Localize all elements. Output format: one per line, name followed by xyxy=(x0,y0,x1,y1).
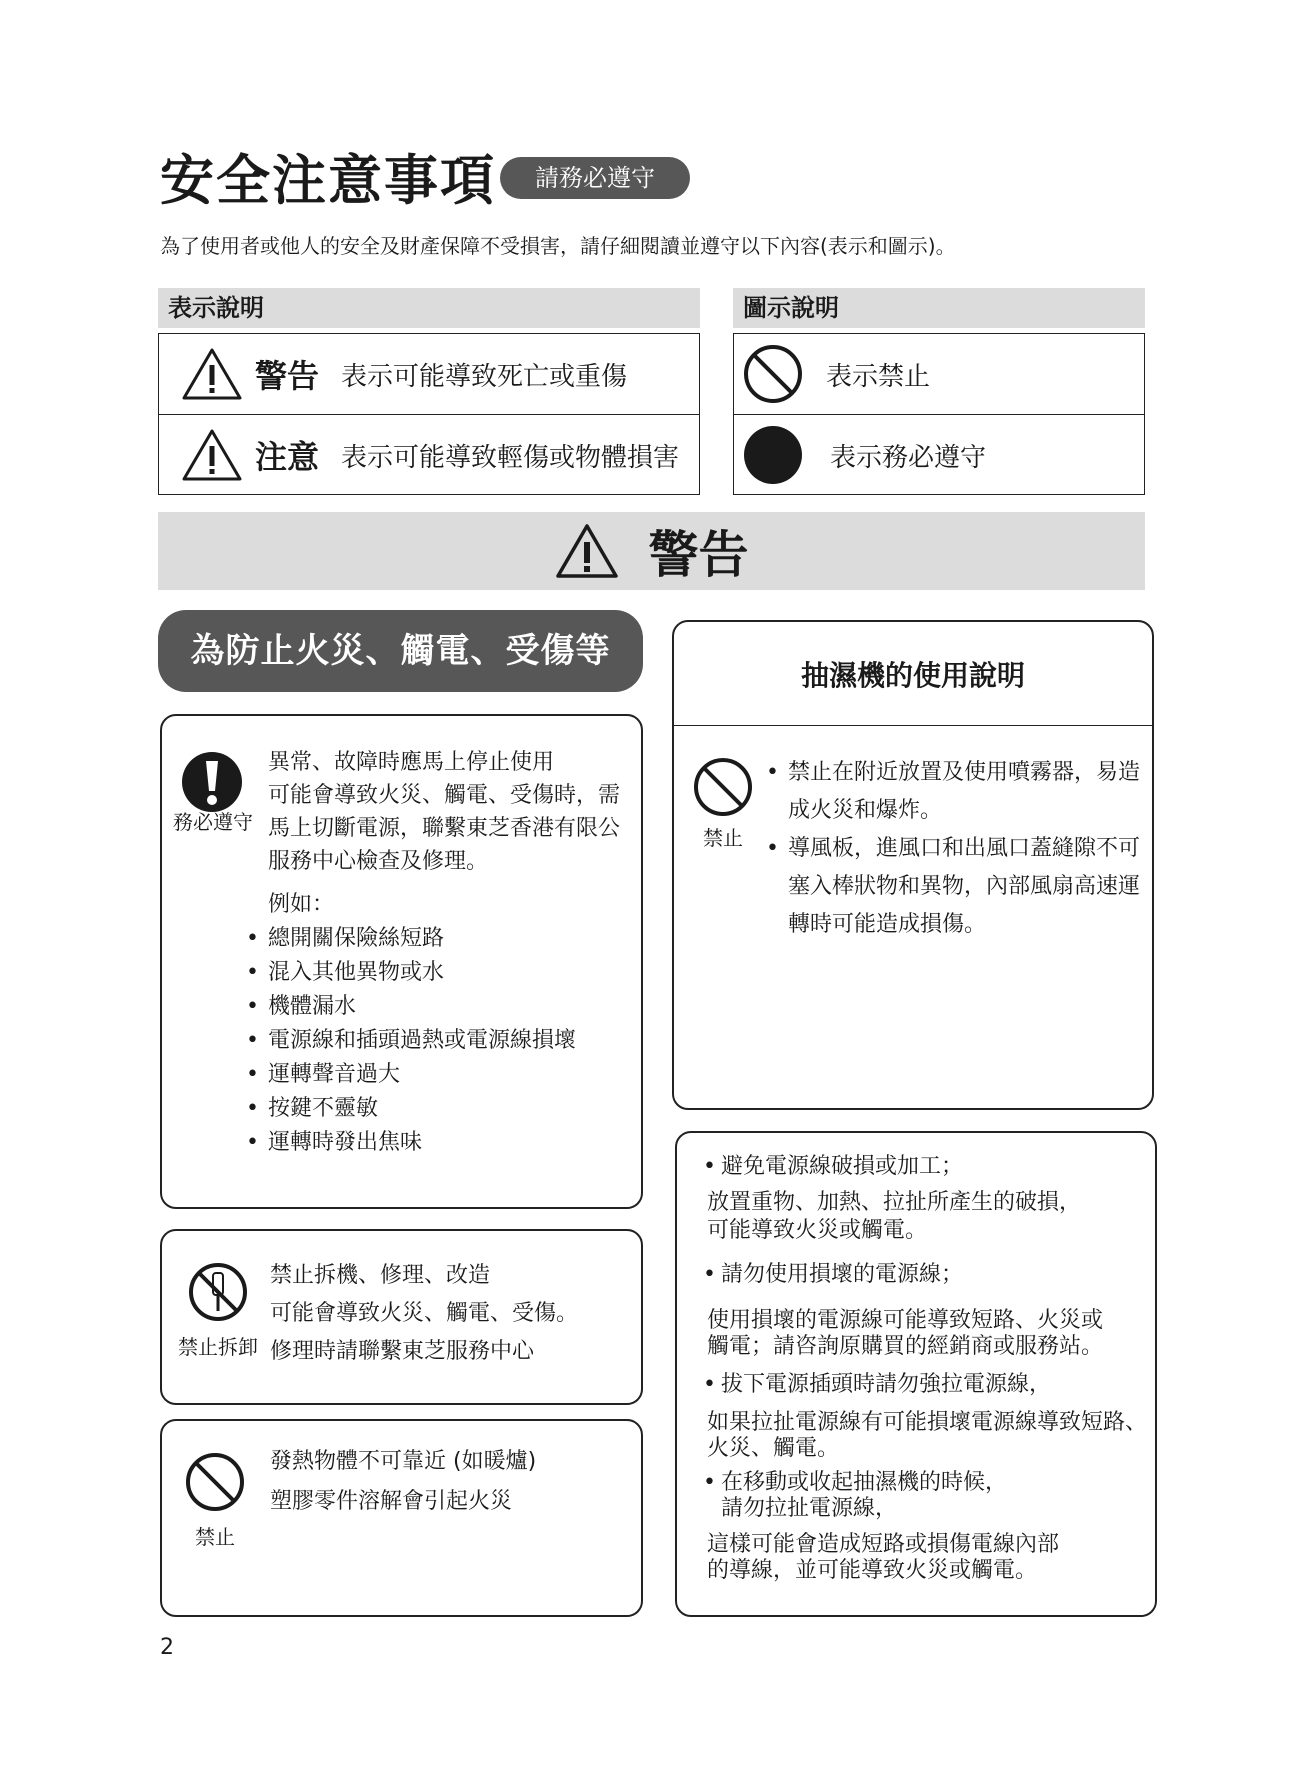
legend-row-prohibit xyxy=(734,334,1144,414)
legend-left-heading: 表示說明 xyxy=(158,288,700,328)
warning-band-word: 警告 xyxy=(648,526,749,584)
list-item: • 按鍵不靈敏 xyxy=(246,1092,576,1126)
card1-line: 服務中心檢查及修理。 xyxy=(268,849,489,874)
legend-row-mandatory xyxy=(734,414,1144,495)
card5-para: 可能導致火災或觸電。 xyxy=(707,1218,928,1243)
legend-row-warning xyxy=(159,334,699,414)
card5-bullet: • 拔下電源插頭時請勿強拉電源線， xyxy=(703,1372,1052,1397)
list-item: • 運轉時發出焦味 xyxy=(246,1126,576,1160)
card2-line: 修理時請聯繫東芝服務中心 xyxy=(270,1339,535,1364)
prohibition-icon xyxy=(184,1451,246,1513)
card5-bullet: • 避免電源線破損或加工； xyxy=(703,1154,964,1179)
card-power-cord xyxy=(675,1131,1157,1617)
card3-line: 發熱物體不可靠近 (如暖爐) xyxy=(270,1449,537,1474)
card4-heading: 抽濕機的使用說明 xyxy=(674,622,1152,726)
card5-para: 如果拉扯電源線有可能損壞電源線導致短路、 xyxy=(707,1410,1148,1435)
intro-text: 為了使用者或他人的安全及財產保障不受損害，請仔細閱讀並遵守以下內容(表示和圖示)。 xyxy=(160,234,956,258)
title-badge: 請務必遵守 xyxy=(500,157,690,199)
list-item: • 禁止在附近放置及使用噴霧器，易造 xyxy=(766,760,1141,785)
legend-desc-caution: 表示可能導致輕傷或物體損害 xyxy=(341,442,680,473)
card1-line: 異常、故障時應馬上停止使用 xyxy=(268,750,555,775)
list-item-continuation: 成火災和爆炸。 xyxy=(788,798,943,823)
card5-para: 使用損壞的電源線可能導致短路、火災或 xyxy=(707,1308,1104,1333)
list-item: • 機體漏水 xyxy=(246,990,576,1024)
symbol-label-mandatory: 務必遵守 xyxy=(173,810,253,834)
prohibition-icon xyxy=(742,343,804,405)
card-heat-sources xyxy=(160,1419,643,1617)
page-title: 安全注意事項 xyxy=(160,149,496,212)
warning-band xyxy=(158,512,1145,590)
card1-line: 可能會導致火災、觸電、受傷時，需 xyxy=(268,783,621,808)
legend-desc-prohibit: 表示禁止 xyxy=(826,361,931,392)
legend-right-heading: 圖示說明 xyxy=(733,288,1145,328)
card1-bullet-list xyxy=(246,922,576,1160)
no-disassembly-icon xyxy=(187,1261,249,1323)
page-number: 2 xyxy=(160,1635,174,1660)
card1-example: 例如： xyxy=(268,892,335,917)
mandatory-exclamation-icon xyxy=(181,751,243,813)
card2-line: 禁止拆機、修理、改造 xyxy=(270,1263,491,1288)
legend-desc-mandatory: 表示務必遵守 xyxy=(830,442,987,473)
legend-word-caution: 注意 xyxy=(255,438,320,476)
card5-bullet-continuation: 請勿拉扯電源線， xyxy=(721,1496,898,1521)
card-dehumidifier-usage xyxy=(672,620,1154,1110)
card5-para: 觸電；請咨詢原購買的經銷商或服務站。 xyxy=(707,1334,1104,1359)
card3-line: 塑膠零件溶解會引起火災 xyxy=(270,1489,513,1514)
card5-bullet: • 請勿使用損壞的電源線； xyxy=(703,1262,964,1287)
card5-para: 這樣可能會造成短路或損傷電線內部 xyxy=(707,1532,1060,1557)
warning-triangle-icon xyxy=(181,428,243,482)
symbol-label-no-disassembly: 禁止拆卸 xyxy=(178,1335,258,1359)
list-item: • 運轉聲音過大 xyxy=(246,1058,576,1092)
mandatory-black-circle-icon xyxy=(742,424,804,486)
card5-para: 火災、觸電。 xyxy=(707,1436,840,1461)
card4-bullet-1 xyxy=(766,754,1140,830)
list-item-continuation: 轉時可能造成損傷。 xyxy=(788,912,987,937)
legend-desc-warning: 表示可能導致死亡或重傷 xyxy=(341,361,628,392)
card5-para: 放置重物、加熱、拉扯所產生的破損， xyxy=(707,1190,1082,1215)
symbol-label-prohibit: 禁止 xyxy=(195,1525,235,1549)
list-item: • 導風板，進風口和出風口蓋縫隙不可 xyxy=(766,836,1141,861)
card4-bullet-2 xyxy=(766,830,1140,944)
warning-triangle-icon xyxy=(555,523,619,579)
card-no-disassembly xyxy=(160,1229,643,1405)
card-emergency-stop xyxy=(160,714,643,1209)
card5-bullet: • 在移動或收起抽濕機的時候， xyxy=(703,1470,1008,1495)
list-item-continuation: 塞入棒狀物和異物，內部風扇高速運 xyxy=(788,874,1141,899)
list-item: • 電源線和插頭過熱或電源線損壞 xyxy=(246,1024,576,1058)
warning-triangle-icon xyxy=(181,347,243,401)
symbol-label-prohibit: 禁止 xyxy=(703,826,743,850)
list-item: • 混入其他異物或水 xyxy=(246,956,576,990)
section-pill: 為防止火災、觸電、受傷等 xyxy=(158,610,643,692)
card5-para: 的導線，並可能導致火災或觸電。 xyxy=(707,1558,1038,1583)
card1-line: 馬上切斷電源，聯繫東芝香港有限公 xyxy=(268,816,621,841)
prohibition-icon xyxy=(692,756,754,818)
legend-word-warning: 警告 xyxy=(255,357,320,395)
card2-line: 可能會導致火災、觸電、受傷。 xyxy=(270,1301,579,1326)
legend-left-box xyxy=(158,333,700,495)
list-item: • 總開關保險絲短路 xyxy=(246,922,576,956)
legend-row-caution xyxy=(159,414,699,495)
legend-right-box xyxy=(733,333,1145,495)
